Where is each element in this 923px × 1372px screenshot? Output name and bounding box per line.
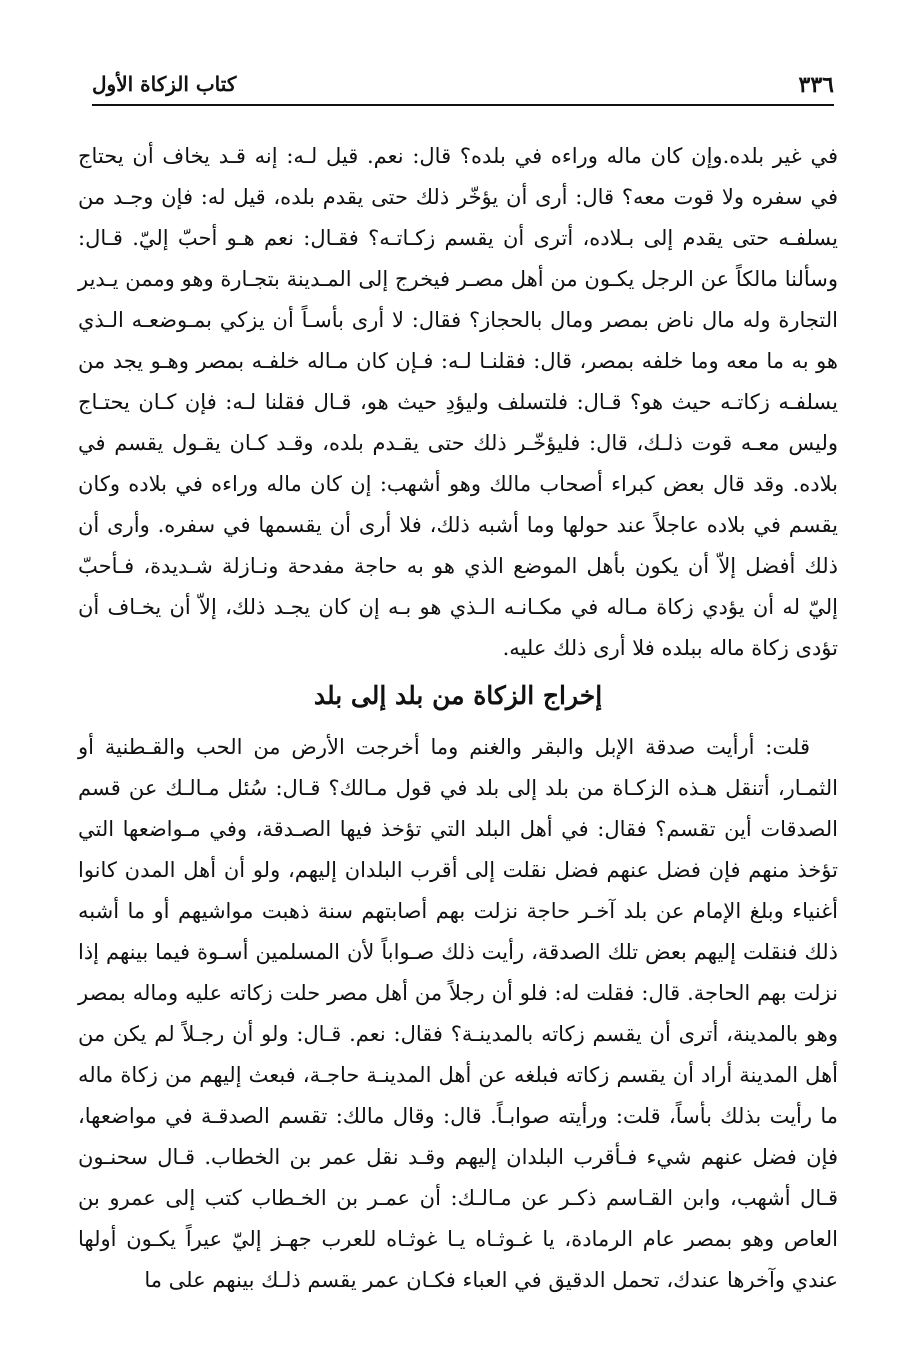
section-heading: إخراج الزكاة من بلد إلى بلد bbox=[313, 681, 603, 710]
page-number: ٣٣٦ bbox=[798, 72, 834, 98]
paragraph: قلت: أرأيت صدقة الإبل والبقر والغنم وما أخرجت الأرض من الحب والقـطنية أو الثمـار، أتنقل هـذه الزكـاة من بلد إلى بلد في قول مـالك؟ قـال: سُئل مـالـك عن قسم الصدقات أين تقسم؟ فقال: في أهل البلد التي تؤخذ فيها الصـدقة، وفي مـواضعها التي تؤخذ منهم فإن فضل عنهم فضل نقلت إلى أقرب البلدان إليهم، ولو أن أهل المدن كانوا أغنياء وبلغ الإمام عن بلد آخـر حاجة نزلت بهم أصابتهم سنة ذهبت مواشيهم أو ما أشبه ذلك فنقلت إليهم بعض تلك الصدقة، رأيت ذلك صـواباً لأن المسلمين أسـوة فيما بينهم إذا نزلت بهم الحاجة. قال: فقلت له: فلو أن رجلاً من أهل مصر حلت زكاته عليه وماله بمصر وهو بالمدينة، أترى أن يقسم زكاته بالمدينـة؟ فقال: نعم. قـال: ولو أن رجـلاً لم يكن من أهل المدينة أراد أن يقسم زكاته فبلغه عن أهل المدينـة حاجـة، فبعث إليهم من زكاة ماله ما رأيت بذلك بأساً، قلت: ورأيته صوابـاً. قال: وقال مالك: تقسم الصدقـة في مواضعها، فإن فضل عنهم شيء فـأقرب البلدان إليهم وقـد نقل عمر بن الخطاب. قـال سحنـون قـال أشهب، وابن القـاسم ذكـر عن مـالـك: أن عمـر بن الخـطاب كتب إلى عمرو بن العاص وهو بمصر عام الرمادة، يا غـوثـاه يـا غوثـاه للعرب جهـز إليّ عيراً يكـون أولها عندي وآخرها عندك، تحمل الدقيق في العباء فكـان عمر يقسم ذلـك بينهم على ما bbox=[78, 735, 838, 1292]
paragraph-block-1 bbox=[78, 136, 838, 669]
page-header bbox=[92, 66, 834, 106]
running-title: كتاب الزكاة الأول bbox=[92, 72, 237, 96]
paragraph: في غير بلده.وإن كان ماله وراءه في بلده؟ قال: نعم. قيل لـه: إنه قـد يخاف أن يحتاج في سفره ولا قوت معه؟ قال: أرى أن يؤخّر ذلك حتى يقدم بلده، قيل له: فإن وجـد من يسلفـه حتى يقدم إلى بـلاده، أترى أن يقسم زكـاتـه؟ فقـال: نعم هـو أحبّ إليّ. قـال: وسألنا مالكاً عن الرجل يكـون من أهل مصـر فيخرج إلى المـدينة بتجـارة وهو وممن يـدير التجارة وله مال ناض بمصر ومال بالحجاز؟ فقال: لا أرى بأسـاً أن يزكي بمـوضعـه الـذي هو به ما معه وما خلفه بمصر، قال: فقلنـا لـه: فـإن كان مـاله خلفـه بمصر وهـو يجد من يسلفـه زكاتـه حيث هو؟ قـال: فلتسلف وليؤدِ حيث هو، قـال فقلنا لـه: فإن كـان يحتـاج وليس معـه قوت ذلـك، قال: فليؤخّـر ذلك حتى يقـدم بلده، وقـد كـان يقـول يقسم في بلاده. وقد قال بعض كبراء أصحاب مالك وهو أشهب: إن كان ماله وراءه في بلاده وكان يقسم في بلاده عاجلاً عند حولها وما أشبه ذلك، فلا أرى أن يقسمها في سفره. وأرى أن ذلك أفضل إلاّ أن يكون بأهل الموضع الذي هو به حاجة مفدحة ونـازلة شـديدة، فـأحبّ إليّ له أن يؤدي زكاة مـاله في مكـانـه الـذي هو بـه إن كان يجـد ذلك، إلاّ أن يخـاف أن تؤدى زكاة ماله ببلده فلا أرى ذلك عليه. bbox=[78, 144, 838, 660]
paragraph-block-2 bbox=[78, 727, 838, 1301]
